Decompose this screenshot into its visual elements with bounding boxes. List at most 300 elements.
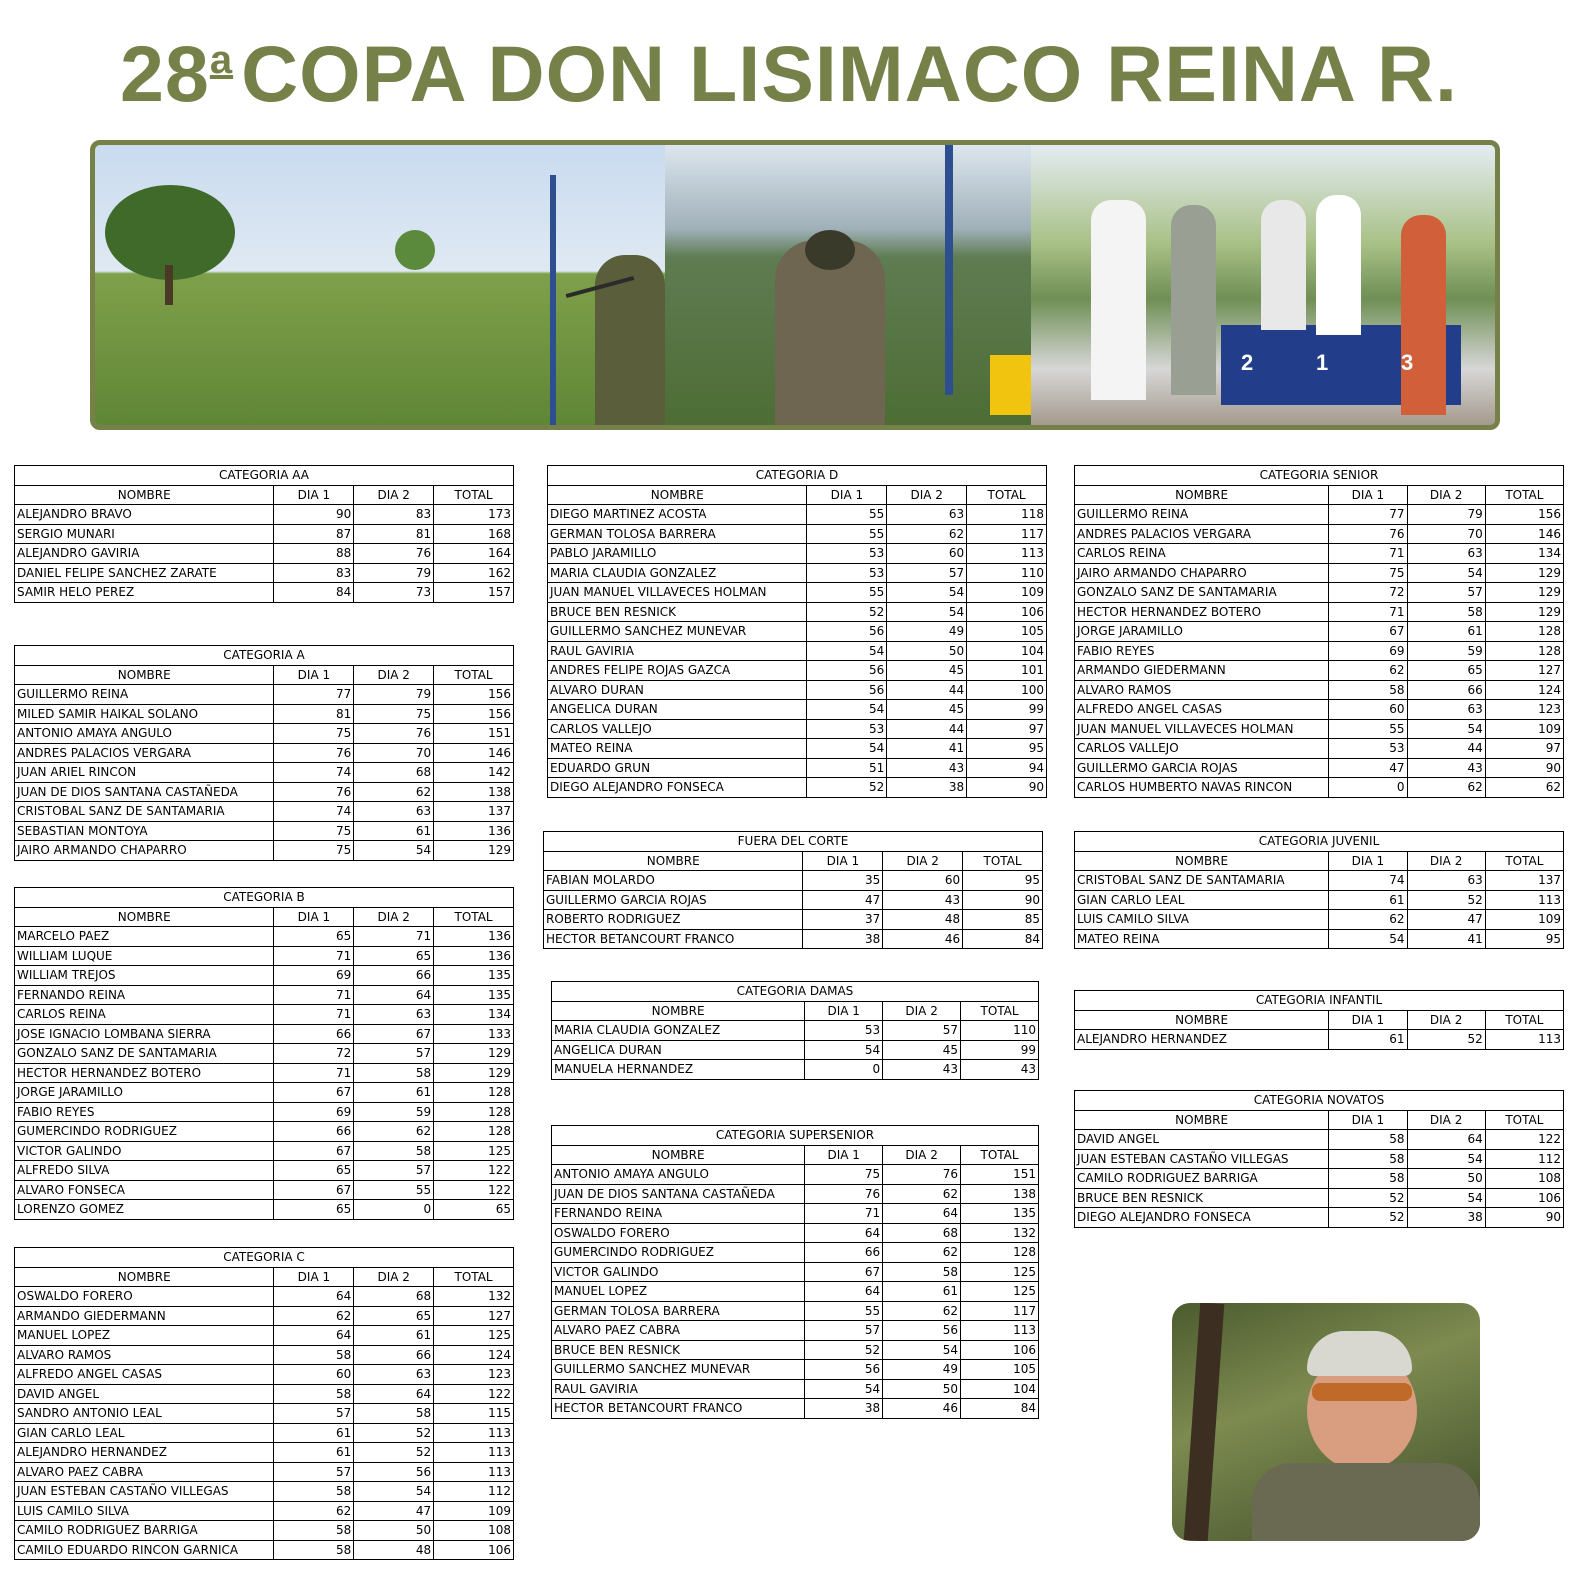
table-title: CATEGORIA INFANTIL [1075, 991, 1564, 1011]
column-header: DIA 2 [883, 851, 963, 871]
photo-banner [90, 140, 1500, 430]
total-score: 127 [434, 1306, 514, 1326]
podium-number: 1 [1316, 350, 1329, 375]
dia-2-score: 54 [1407, 1149, 1485, 1169]
dia-1-score: 66 [805, 1243, 883, 1263]
player-name: GIAN CARLO LEAL [15, 1423, 274, 1443]
dia-1-score: 60 [274, 1365, 354, 1385]
table-header-row [1075, 485, 1564, 505]
table-row [1075, 544, 1564, 564]
dia-2-score: 44 [1407, 739, 1485, 759]
table-row [1075, 1188, 1564, 1208]
player-name: FABIAN MOLARDO [544, 871, 803, 891]
table-row [15, 821, 514, 841]
player-name: ARMANDO GIEDERMANN [1075, 661, 1329, 681]
column-header: NOMBRE [15, 1267, 274, 1287]
total-score: 101 [967, 661, 1047, 681]
column-header: NOMBRE [1075, 1010, 1329, 1030]
table-row [15, 763, 514, 783]
total-score: 122 [434, 1180, 514, 1200]
column-header: DIA 2 [887, 485, 967, 505]
dia-1-score: 52 [807, 602, 887, 622]
dia-2-score: 47 [354, 1501, 434, 1521]
dia-1-score: 65 [274, 1161, 354, 1181]
dia-1-score: 64 [274, 1326, 354, 1346]
player-name: DIEGO MARTINEZ ACOSTA [548, 505, 807, 525]
dia-2-score: 62 [1407, 778, 1485, 798]
dia-1-score: 58 [274, 1345, 354, 1365]
total-score: 97 [967, 719, 1047, 739]
total-score: 124 [434, 1345, 514, 1365]
total-score: 99 [967, 700, 1047, 720]
dia-2-score: 64 [883, 1204, 961, 1224]
dia-2-score: 62 [883, 1184, 961, 1204]
dia-1-score: 71 [1329, 544, 1407, 564]
column-header: DIA 2 [354, 907, 434, 927]
player-name: BRUCE BEN RESNICK [1075, 1188, 1329, 1208]
table-row [548, 719, 1047, 739]
total-score: 128 [961, 1243, 1039, 1263]
column-header: DIA 2 [1407, 851, 1485, 871]
player-name: ALEJANDRO GAVIRIA [15, 544, 274, 564]
dia-1-score: 64 [805, 1282, 883, 1302]
dia-1-score: 55 [807, 583, 887, 603]
table-row [544, 910, 1043, 930]
player-name: DIEGO ALEJANDRO FONSECA [1075, 1208, 1329, 1228]
dia-2-score: 38 [887, 778, 967, 798]
dia-2-score: 62 [883, 1243, 961, 1263]
player-name: JUAN ARIEL RINCON [15, 763, 274, 783]
column-header: DIA 2 [1407, 1010, 1485, 1030]
dia-2-score: 62 [887, 524, 967, 544]
table-header-row [1075, 851, 1564, 871]
dia-1-score: 35 [803, 871, 883, 891]
dia-2-score: 43 [887, 758, 967, 778]
dia-1-score: 62 [1329, 661, 1407, 681]
column-header: NOMBRE [1075, 1110, 1329, 1130]
dia-2-score: 61 [354, 821, 434, 841]
player-name: ALFREDO ANGEL CASAS [15, 1365, 274, 1385]
table-row [1075, 563, 1564, 583]
dia-1-score: 54 [807, 700, 887, 720]
table-row [552, 1301, 1039, 1321]
dia-2-score: 57 [1407, 583, 1485, 603]
player-name: DAVID ANGEL [1075, 1130, 1329, 1150]
dia-2-score: 48 [883, 910, 963, 930]
dia-1-score: 75 [1329, 563, 1407, 583]
dia-1-score: 62 [274, 1501, 354, 1521]
player-name: HECTOR BETANCOURT FRANCO [552, 1399, 805, 1419]
table-row [15, 1384, 514, 1404]
dia-1-score: 53 [807, 544, 887, 564]
table-row [1075, 583, 1564, 603]
dia-1-score: 58 [1329, 1130, 1407, 1150]
dia-2-score: 41 [887, 739, 967, 759]
player-name: GUILLERMO SANCHEZ MUNEVAR [548, 622, 807, 642]
player-name: FABIO REYES [15, 1102, 274, 1122]
total-score: 134 [1485, 544, 1563, 564]
player-name: FABIO REYES [1075, 641, 1329, 661]
dia-2-score: 60 [887, 544, 967, 564]
player-name: MARIA CLAUDIA GONZALEZ [548, 563, 807, 583]
dia-1-score: 75 [274, 821, 354, 841]
table-row [15, 1423, 514, 1443]
table-row [15, 1063, 514, 1083]
table-row [1075, 524, 1564, 544]
table-row [548, 622, 1047, 642]
table-row [15, 743, 514, 763]
table-header-row [552, 1001, 1039, 1021]
player-name: ANDRES FELIPE ROJAS GAZCA [548, 661, 807, 681]
total-score: 62 [1485, 778, 1563, 798]
dia-2-score: 66 [354, 1345, 434, 1365]
dia-2-score: 63 [1407, 871, 1485, 891]
player-name: GUMERCINDO RODRIGUEZ [15, 1122, 274, 1142]
table-row [15, 505, 514, 525]
column-header: TOTAL [434, 665, 514, 685]
player-name: ALVARO FONSECA [15, 1180, 274, 1200]
dia-2-score: 38 [1407, 1208, 1485, 1228]
dia-2-score: 43 [883, 1060, 961, 1080]
dia-2-score: 63 [887, 505, 967, 525]
dia-2-score: 46 [883, 929, 963, 949]
total-score: 112 [1485, 1149, 1563, 1169]
table-row [15, 724, 514, 744]
table-title: CATEGORIA NOVATOS [1075, 1091, 1564, 1111]
dia-2-score: 59 [354, 1102, 434, 1122]
dia-2-score: 54 [1407, 563, 1485, 583]
dia-2-score: 65 [354, 1306, 434, 1326]
dia-1-score: 71 [274, 1063, 354, 1083]
dia-1-score: 60 [1329, 700, 1407, 720]
player-name: LUIS CAMILO SILVA [1075, 910, 1329, 930]
dia-2-score: 54 [887, 602, 967, 622]
table-title: CATEGORIA AA [15, 466, 514, 486]
dia-1-score: 56 [807, 661, 887, 681]
player-name: CARLOS REINA [1075, 544, 1329, 564]
player-name: DIEGO ALEJANDRO FONSECA [548, 778, 807, 798]
dia-2-score: 62 [354, 1122, 434, 1142]
dia-1-score: 69 [1329, 641, 1407, 661]
dia-1-score: 56 [805, 1360, 883, 1380]
dia-1-score: 58 [1329, 1169, 1407, 1189]
player-name: VICTOR GALINDO [15, 1141, 274, 1161]
column-header: TOTAL [434, 1267, 514, 1287]
dia-1-score: 54 [805, 1379, 883, 1399]
podium-number: 3 [1401, 350, 1414, 375]
total-score: 128 [434, 1122, 514, 1142]
dia-2-score: 45 [887, 700, 967, 720]
player-name: JORGE JARAMILLO [1075, 622, 1329, 642]
table-row [1075, 758, 1564, 778]
table-row [15, 1462, 514, 1482]
dia-2-score: 57 [354, 1044, 434, 1064]
total-score: 113 [961, 1321, 1039, 1341]
table-header-row [1075, 1110, 1564, 1130]
player-name: BRUCE BEN RESNICK [552, 1340, 805, 1360]
dia-2-score: 43 [1407, 758, 1485, 778]
column-header: DIA 1 [274, 1267, 354, 1287]
column-header: DIA 1 [274, 907, 354, 927]
total-score: 90 [1485, 758, 1563, 778]
total-score: 95 [1485, 929, 1563, 949]
dia-1-score: 55 [805, 1301, 883, 1321]
table-categoria-aa [14, 465, 514, 603]
table-row [1075, 739, 1564, 759]
player-name: MANUEL LOPEZ [15, 1326, 274, 1346]
player-name: WILLIAM TREJOS [15, 966, 274, 986]
total-score: 132 [434, 1287, 514, 1307]
dia-1-score: 61 [1329, 890, 1407, 910]
column-header: DIA 1 [803, 851, 883, 871]
table-row [544, 871, 1043, 891]
table-row [548, 758, 1047, 778]
dia-2-score: 56 [354, 1462, 434, 1482]
dia-1-score: 58 [274, 1384, 354, 1404]
player-name: JAIRO ARMANDO CHAPARRO [1075, 563, 1329, 583]
dia-2-score: 50 [887, 641, 967, 661]
table-row [552, 1262, 1039, 1282]
player-name: SEBASTIAN MONTOYA [15, 821, 274, 841]
player-name: ANTONIO AMAYA ANGULO [552, 1165, 805, 1185]
dia-2-score: 58 [1407, 602, 1485, 622]
table-categoria-a [14, 645, 514, 861]
dia-2-score: 62 [354, 782, 434, 802]
column-header: DIA 1 [274, 665, 354, 685]
table-row [1075, 871, 1564, 891]
dia-1-score: 54 [805, 1040, 883, 1060]
table-title: CATEGORIA A [15, 646, 514, 666]
player-name: EDUARDO GRUN [548, 758, 807, 778]
dia-2-score: 45 [887, 661, 967, 681]
total-score: 65 [434, 1200, 514, 1220]
player-name: MANUEL LOPEZ [552, 1282, 805, 1302]
table-row [15, 1122, 514, 1142]
dia-1-score: 69 [274, 1102, 354, 1122]
column-header: NOMBRE [548, 485, 807, 505]
total-score: 84 [963, 929, 1043, 949]
dia-1-score: 55 [807, 524, 887, 544]
dia-2-score: 44 [887, 680, 967, 700]
player-name: BRUCE BEN RESNICK [548, 602, 807, 622]
total-score: 157 [434, 583, 514, 603]
dia-2-score: 64 [354, 985, 434, 1005]
pole [945, 145, 953, 395]
player-name: CARLOS REINA [15, 1005, 274, 1025]
player-name: DAVID ANGEL [15, 1384, 274, 1404]
table-title: CATEGORIA C [15, 1248, 514, 1268]
dia-2-score: 54 [883, 1340, 961, 1360]
player-name: OSWALDO FORERO [15, 1287, 274, 1307]
player-name: ALVARO DURAN [548, 680, 807, 700]
dia-1-score: 76 [805, 1184, 883, 1204]
player-name: CARLOS VALLEJO [1075, 739, 1329, 759]
dia-2-score: 56 [883, 1321, 961, 1341]
total-score: 128 [434, 1102, 514, 1122]
person-white2 [1316, 195, 1361, 335]
player-name: VICTOR GALINDO [552, 1262, 805, 1282]
total-score: 104 [967, 641, 1047, 661]
player-name: ALEJANDRO HERNANDEZ [1075, 1030, 1329, 1050]
dia-2-score: 63 [354, 802, 434, 822]
table-row [548, 778, 1047, 798]
total-score: 133 [434, 1024, 514, 1044]
table-row [548, 563, 1047, 583]
total-score: 138 [434, 782, 514, 802]
table-row [15, 1044, 514, 1064]
dia-1-score: 67 [274, 1083, 354, 1103]
dia-2-score: 41 [1407, 929, 1485, 949]
dia-2-score: 55 [354, 1180, 434, 1200]
total-score: 95 [967, 739, 1047, 759]
dia-1-score: 83 [274, 563, 354, 583]
dia-2-score: 63 [1407, 700, 1485, 720]
dia-2-score: 44 [887, 719, 967, 739]
dia-1-score: 74 [274, 763, 354, 783]
total-score: 90 [963, 890, 1043, 910]
dia-2-score: 50 [1407, 1169, 1485, 1189]
column-header: TOTAL [961, 1145, 1039, 1165]
table-row [1075, 1208, 1564, 1228]
total-score: 156 [434, 685, 514, 705]
dia-2-score: 79 [1407, 505, 1485, 525]
dia-1-score: 88 [274, 544, 354, 564]
page-title [0, 28, 1578, 120]
dia-1-score: 71 [1329, 602, 1407, 622]
dia-1-score: 53 [807, 563, 887, 583]
table-row [15, 544, 514, 564]
dia-1-score: 76 [274, 782, 354, 802]
column-header: NOMBRE [552, 1145, 805, 1165]
dia-1-score: 84 [274, 583, 354, 603]
dia-1-score: 72 [1329, 583, 1407, 603]
total-score: 123 [434, 1365, 514, 1385]
table-title: CATEGORIA DAMAS [552, 982, 1039, 1002]
table-row [15, 1540, 514, 1560]
column-header: TOTAL [1485, 1010, 1563, 1030]
column-header: TOTAL [434, 485, 514, 505]
dia-1-score: 55 [1329, 719, 1407, 739]
total-score: 95 [963, 871, 1043, 891]
column-header: DIA 1 [805, 1145, 883, 1165]
table-fuera-del-corte [543, 831, 1043, 949]
table-row [15, 841, 514, 861]
total-score: 132 [961, 1223, 1039, 1243]
total-score: 112 [434, 1482, 514, 1502]
table-title: CATEGORIA SUPERSENIOR [552, 1126, 1039, 1146]
column-header: TOTAL [961, 1001, 1039, 1021]
dia-1-score: 71 [274, 1005, 354, 1025]
player-name: MARIA CLAUDIA GONZALEZ [552, 1021, 805, 1041]
dia-2-score: 70 [354, 743, 434, 763]
dia-2-score: 58 [354, 1141, 434, 1161]
total-score: 90 [967, 778, 1047, 798]
dia-1-score: 67 [805, 1262, 883, 1282]
table-row [548, 661, 1047, 681]
dia-1-score: 74 [274, 802, 354, 822]
total-score: 113 [1485, 890, 1563, 910]
column-header: DIA 1 [1329, 851, 1407, 871]
dia-2-score: 83 [354, 505, 434, 525]
table-row [1075, 622, 1564, 642]
dia-2-score: 46 [883, 1399, 961, 1419]
table-categoria-damas [551, 981, 1039, 1080]
total-score: 124 [1485, 680, 1563, 700]
dia-1-score: 61 [274, 1423, 354, 1443]
dia-1-score: 65 [274, 927, 354, 947]
total-score: 108 [434, 1521, 514, 1541]
total-score: 128 [1485, 622, 1563, 642]
player-name: ANGELICA DURAN [552, 1040, 805, 1060]
dia-2-score: 57 [887, 563, 967, 583]
photo-podium-winners [1031, 145, 1495, 425]
dia-2-score: 52 [354, 1443, 434, 1463]
dia-1-score: 0 [805, 1060, 883, 1080]
dia-2-score: 61 [1407, 622, 1485, 642]
total-score: 146 [434, 743, 514, 763]
table-row [15, 985, 514, 1005]
dia-1-score: 52 [807, 778, 887, 798]
dia-1-score: 55 [807, 505, 887, 525]
player-name: CAMILO RODRIGUEZ BARRIGA [15, 1521, 274, 1541]
player-name: CAMILO RODRIGUEZ BARRIGA [1075, 1169, 1329, 1189]
column-header: DIA 1 [807, 485, 887, 505]
total-score: 164 [434, 544, 514, 564]
dia-1-score: 57 [274, 1404, 354, 1424]
table-categoria-infantil [1074, 990, 1564, 1050]
dia-2-score: 61 [883, 1282, 961, 1302]
dia-1-score: 62 [274, 1306, 354, 1326]
dia-2-score: 54 [887, 583, 967, 603]
dia-1-score: 81 [274, 704, 354, 724]
table-row [15, 1326, 514, 1346]
total-score: 122 [434, 1384, 514, 1404]
total-score: 117 [961, 1301, 1039, 1321]
cap [1307, 1331, 1412, 1376]
dia-1-score: 87 [274, 524, 354, 544]
dia-1-score: 74 [1329, 871, 1407, 891]
column-header: DIA 2 [883, 1001, 961, 1021]
dia-1-score: 54 [807, 739, 887, 759]
player-name: LORENZO GOMEZ [15, 1200, 274, 1220]
total-score: 110 [967, 563, 1047, 583]
dia-2-score: 58 [883, 1262, 961, 1282]
dia-1-score: 64 [805, 1223, 883, 1243]
player-name: CAMILO EDUARDO RINCON GARNICA [15, 1540, 274, 1560]
dia-2-score: 67 [354, 1024, 434, 1044]
table-row [15, 1083, 514, 1103]
shooter-head [805, 230, 855, 270]
dia-2-score: 54 [1407, 1188, 1485, 1208]
table-row [552, 1360, 1039, 1380]
total-score: 106 [1485, 1188, 1563, 1208]
person-camo [1171, 205, 1216, 395]
person-white [1091, 200, 1146, 400]
total-score: 110 [961, 1021, 1039, 1041]
dia-2-score: 57 [883, 1021, 961, 1041]
dia-1-score: 54 [807, 641, 887, 661]
total-score: 168 [434, 524, 514, 544]
table-row [1075, 1169, 1564, 1189]
column-header: TOTAL [967, 485, 1047, 505]
column-header: DIA 2 [354, 1267, 434, 1287]
dia-1-score: 67 [1329, 622, 1407, 642]
column-header: DIA 2 [354, 665, 434, 685]
player-name: HECTOR HERNANDEZ BOTERO [15, 1063, 274, 1083]
dia-2-score: 76 [883, 1165, 961, 1185]
dia-1-score: 52 [1329, 1208, 1407, 1228]
dia-1-score: 52 [805, 1340, 883, 1360]
